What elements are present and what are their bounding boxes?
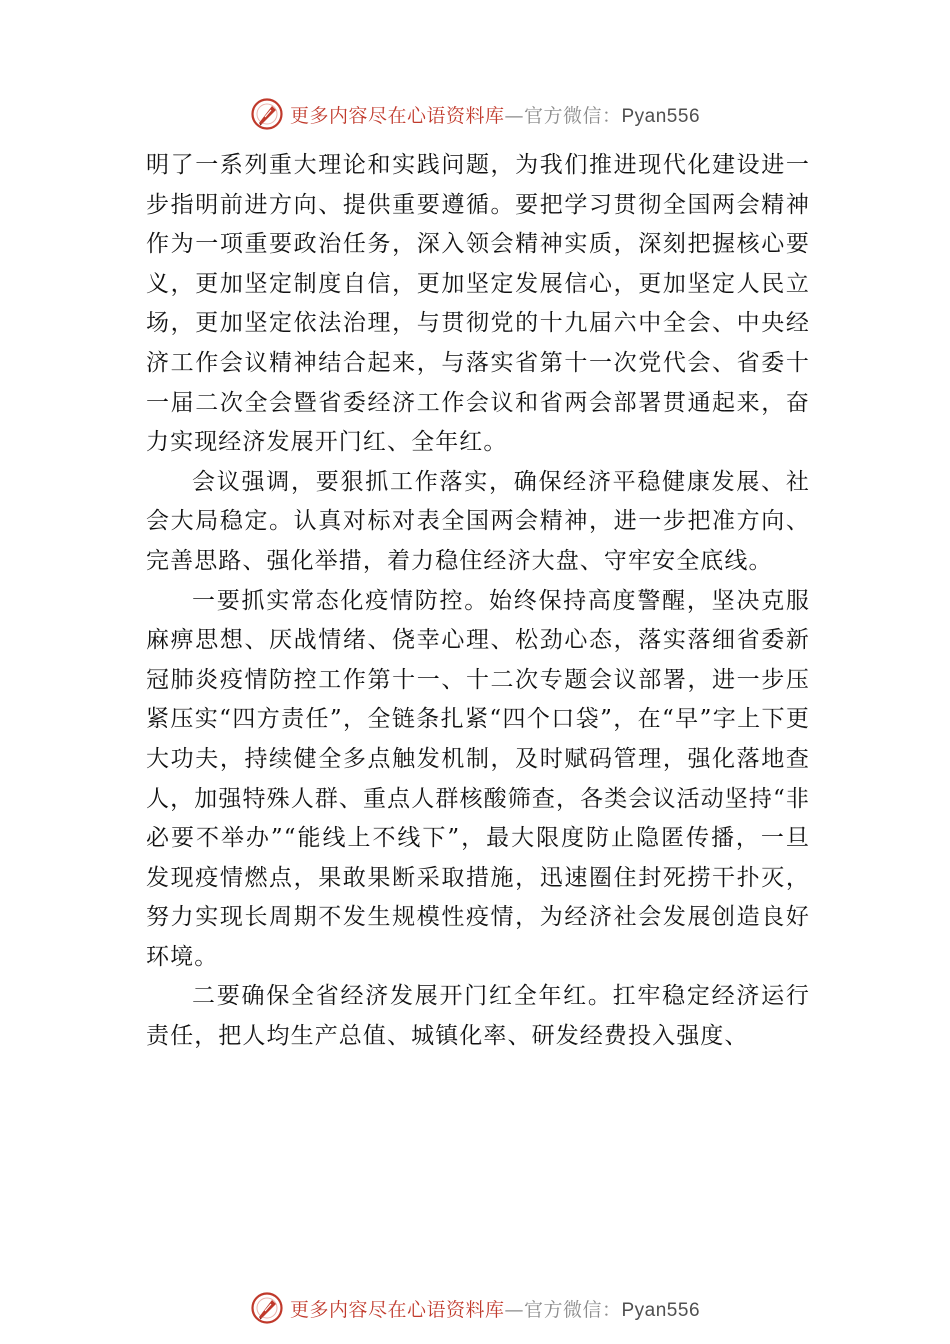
- paragraph-economic-development: 二要确保全省经济发展开门红全年红。扛牢稳定经济运行责任，把人均生产总值、城镇化率、研发经费投入强度、: [146, 983, 810, 1050]
- footer-watermark: [0, 1288, 950, 1328]
- document-body: [146, 146, 810, 1057]
- watermark-separator: —: [504, 1298, 524, 1321]
- watermark-separator: —: [504, 104, 524, 127]
- watermark-label: 官方微信：: [523, 104, 622, 127]
- paragraph-meeting-emphasis: 会议强调，要狠抓工作落实，确保经济平稳健康发展、社会大局稳定。认真对标对表全国两会精神，进一步把准方向、完善思路、强化举措，着力稳住经济大盘、守牢安全底线。: [146, 468, 810, 574]
- header-watermark: [0, 94, 950, 134]
- watermark-text: [290, 1295, 700, 1322]
- watermark-brand: 更多内容尽在心语资料库: [289, 104, 505, 127]
- pen-nib-logo-icon: [250, 97, 284, 131]
- watermark-wechat-id: Pyan556: [621, 105, 701, 127]
- watermark-label: 官方微信：: [523, 1298, 622, 1321]
- paragraph-continuation: 明了一系列重大理论和实践问题，为我们推进现代化建设进一步指明前进方向、提供重要遵循。要把学习贯彻全国两会精神作为一项重要政治任务，深入领会精神实质，深刻把握核心要义，更加坚定制度自信，更加坚定发展信心，更加坚定人民立场，更加坚定依法治理，与贯彻党的十九届六中全会、中央经济工作会议精神结合起来，与落实省第十一次党代会、省委十一届二次全会暨省委经济工作会议和省两会部署贯通起来，奋力实现经济发展开门红、全年红。: [146, 152, 810, 456]
- watermark-text: [290, 101, 700, 128]
- pen-nib-logo-icon: [250, 1291, 284, 1325]
- watermark-wechat-id: Pyan556: [621, 1299, 701, 1321]
- watermark-brand: 更多内容尽在心语资料库: [289, 1298, 505, 1321]
- paragraph-epidemic-control: 一要抓实常态化疫情防控。始终保持高度警醒，坚决克服麻痹思想、厌战情绪、侥幸心理、松劲心态，落实落细省委新冠肺炎疫情防控工作第十一、十二次专题会议部署，进一步压紧压实“四方责任”，全链条扎紧“四个口袋”，在“早”字上下更大功夫，持续健全多点触发机制，及时赋码管理，强化落地查人，加强特殊人群、重点人群核酸筛查，各类会议活动坚持“非必要不举办”“能线上不线下”，最大限度防止隐匿传播，一旦发现疫情燃点，果敢果断采取措施，迅速圈住封死捞干扑灭，努力实现长周期不发生规模性疫情，为经济社会发展创造良好环境。: [146, 587, 810, 970]
